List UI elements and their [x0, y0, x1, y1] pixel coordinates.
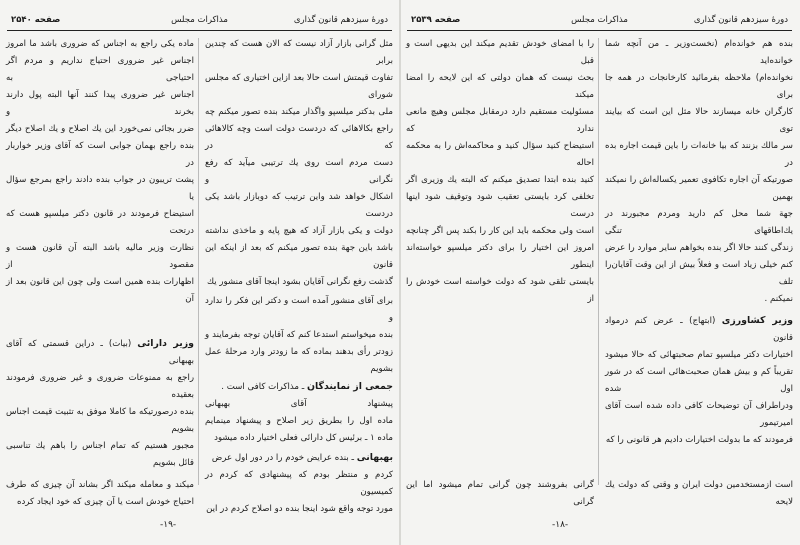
text-line: برای آقای منشور آمده است و دکتر این فکر را ندارد و — [205, 296, 393, 323]
speaker-name: وزیر کشاورزی — [721, 315, 793, 326]
paragraph — [205, 36, 393, 291]
column-divider — [598, 38, 599, 485]
text-line: احتیاج خودش است یا آن چیزی که خود ایجاد کرده — [16, 497, 194, 507]
text-line: نظارت وزیر مالیه باشد البته آن قانون هست و مقصود از — [6, 243, 194, 270]
text-line: کنید بنده ابتدا تصدیق میکنم که البته یك وزیری اگر — [406, 175, 594, 185]
header-page-number: صفحه ۲۵۳۹ — [411, 15, 461, 25]
text-line: را با امضای خودش تقدیم میکند این بدیهی است و قبل — [406, 39, 594, 66]
text-line: فرمودند که ما بدولت اختیارات دادیم هر قانونی را که — [605, 435, 793, 445]
right-column — [205, 36, 393, 514]
header-period: دورهٔ سیزدهم قانون گذاری — [293, 15, 388, 25]
speaker-text: ـ بنده عرایض خودم را در دور اول عرض — [211, 453, 354, 463]
speaker-heading — [605, 312, 793, 347]
text-line: اظهارات بنده همین است ولی چون این قانون بعد از آن — [6, 277, 194, 304]
paragraph — [6, 36, 194, 308]
page-footer-number: -۱۹- — [160, 520, 177, 530]
text-line: امروز این اختیار را برای دکتر میلسپو خواسته‌اند اینطور — [406, 243, 594, 270]
speaker-text: (بیات) ـ دراین قسمتی که آقای بهبهانی — [6, 338, 194, 366]
page-footer-number: -۱۸- — [552, 520, 569, 530]
text-line: کنم خیلی زیاد است و فعلاً بیش از این وقت آقایان‌را تلف — [605, 260, 793, 287]
text-line: مورد توجه واقع شود اینجا بنده دو اصلاح کردم در این — [206, 504, 393, 514]
text-line: کردم و منتظر بودم که پیشنهادی که کردم در کمیسیون — [205, 470, 393, 497]
text-line: ودراطراف آن توضیحات کافی داده شده است آقای امیرتیمور — [605, 401, 793, 428]
text-line: راجع به ممنوعات ضروری و غیر ضروری فرمودند بعقیده — [6, 372, 194, 400]
speaker-heading — [205, 378, 393, 396]
text-line: جهة شما محل کم دارید ومردم مجبورند در یك‌اطاقهای تنگی — [605, 209, 793, 236]
text-line: استیضاح کنید سؤال کنید و محاکمه‌اش را به محکمه احاله — [406, 141, 594, 168]
speaker-name: بهبهانی — [356, 452, 393, 463]
speaker-heading — [6, 335, 194, 370]
paragraph — [605, 477, 793, 511]
text-line: بنده راجع بهمان جوابی است که آقای وزیر خواربار در — [6, 141, 194, 168]
right-page — [402, 0, 797, 545]
paragraph — [205, 467, 393, 518]
header-title: مذاکرات مجلس — [171, 15, 228, 25]
header-title: مذاکرات مجلس — [571, 15, 628, 25]
speaker-name: جمعی از نمایندگان — [306, 381, 393, 392]
text-line: تخلفی کرد بایستی تعقیب شود وتوقیف شود اینها درست — [406, 192, 594, 219]
text-line: دست مردم است روی یك ترتیبی میآید که رفع نگرانی و — [205, 158, 393, 185]
header-period: دورهٔ سیزدهم قانون گذاری — [693, 15, 788, 25]
page-header — [7, 14, 392, 31]
text-line: گذشت رفع نگرانی آقایان بشود اینجا آقای منشور یك — [207, 277, 393, 287]
text-line: پیشنهاد آقای بهبهانی — [205, 399, 393, 409]
paragraph — [205, 293, 393, 378]
text-line: باشد باین جهة بنده تصور میکنم که بعد از اینکه این قانون — [205, 243, 393, 270]
text-line: مسئولیت مستقیم دارد درمقابل مجلس وهیچ مانعی ندارد که — [406, 107, 594, 134]
text-line: سر مالك بزنند که بیا خانه‌ات را باین قیمت اجاره بده در — [605, 141, 793, 168]
text-line: بحث نیست که همان دولتی که این لایحه را امضا میکند — [406, 73, 594, 100]
paragraph — [605, 347, 793, 449]
text-line: ملی بدکتر میلسپو واگذار میکند بنده تصور میکنم چه — [205, 107, 393, 117]
text-line: مثل گرانی بازار آزاد نیست که الان هست که چندین برابر — [205, 39, 393, 66]
text-line: مجبور هستیم که تمام اجناس را باهم یك تناسبی قائل بشویم — [6, 440, 194, 468]
paragraph — [205, 396, 393, 447]
left-column — [6, 36, 194, 511]
right-column — [605, 36, 793, 511]
text-line: زندگی کنند حالا اگر بنده بخواهم سایر موارد را عرض — [605, 243, 793, 253]
text-line: گرانی بفروشند چون گرانی تمام میشود اما این گرانی — [406, 480, 594, 507]
page-header — [407, 14, 792, 31]
text-line: اختیارات دکتر میلسپو تمام صحبتهائی که حالا میشود — [605, 350, 793, 360]
paragraph — [406, 36, 594, 308]
text-line: صورتیکه آن اجاره تکافوی تعمیر یکساله‌اش را نمیکند بهمین — [605, 175, 793, 202]
text-line: تقریباً کم و بیش همان صحبت‌هائی است که در شور اول شده — [605, 367, 793, 394]
text-line: پشت تریبون در جواب بنده دادند راجع بمرجع سؤال یا — [6, 175, 194, 202]
text-line: نخوانده‌ام) ملاحظه بفرمائید کارخانجات در همه جا برای — [605, 73, 793, 100]
text-line: راجع بکالاهائی که دردست دولت است وچه کالاهائی که در — [205, 124, 393, 151]
text-line: نمیکنم . — [764, 294, 793, 304]
paragraph — [6, 477, 194, 511]
speaker-text: ـ مذاکرات کافی است . — [221, 382, 305, 392]
text-line: اجناس غیر ضروری پیدا کنند آنها البته پول دارند بخرند و — [6, 90, 194, 117]
text-line: ضرر بجائی نمی‌خورد این یك اصلاح و یك اصلاح دیگر — [6, 124, 194, 134]
text-line: کارگران خانه میسازند حالا مثل این است که بیایند توی — [605, 107, 793, 134]
text-line: بنده هم خوانده‌ام (نخست‌وزیر ـ من آنچه شما خوانده‌اید — [605, 39, 793, 66]
column-divider — [198, 38, 199, 485]
text-line: دولت و یکی بازار آزاد که هیچ پایه و ماخذی نداشته — [205, 226, 393, 236]
speaker-text: (ابتهاج) ـ عرض کنم درمواد قانون — [605, 316, 793, 343]
text-line: ماده اول را بطریق زیر اصلاح و پیشنهاد مینمایم — [205, 416, 393, 426]
text-line: بنده درصورتیکه ما کاملا موفق به تثبیت قیمت اجناس بشویم — [6, 406, 194, 434]
left-column — [406, 36, 594, 511]
text-line: اجناس غیر ضروری احتیاج نداریم و مردم اگر احتیاجی به — [6, 56, 194, 83]
text-line: ماده یکی راجع به اجناس که ضروری باشد ما امروز — [6, 39, 194, 49]
left-page — [2, 0, 397, 545]
text-line: میکند و معامله میکند اگر بشاند آن چیزی که طرف — [6, 480, 194, 490]
text-line: است ولی محکمه باید این کار را بکند پس اگر چنانچه — [406, 226, 594, 236]
page-gutter — [399, 0, 401, 545]
text-line: استیضاح فرمودند در قانون دکتر میلسپو هست که درتحت — [6, 209, 194, 236]
speaker-name: وزیر دارائی — [137, 337, 194, 349]
text-line: است ازمستخدمین دولت ایران و وقتی که دولت یك لایحه — [605, 480, 793, 507]
paragraph — [406, 477, 594, 511]
text-line: ماده ۱ ـ برئیس کل دارائی فعلی اختیار داده میشود — [214, 433, 393, 443]
text-line: بنده میخواستم استدعا کنم که آقایان توجه بفرمایند و — [205, 330, 393, 340]
speaker-heading — [205, 449, 393, 467]
paragraph — [605, 36, 793, 308]
text-line: بایستی تلقی شود که دولت خواسته است خودش را از — [406, 277, 594, 304]
text-line: زودتر رأی بدهند بماده که ما زودتر وارد مرحلهٔ عمل بشویم — [205, 347, 393, 374]
paragraph — [6, 370, 194, 472]
header-page-number: صفحه ۲۵۴۰ — [11, 15, 61, 25]
text-line: اشکال خواهد شد واین ترتیب که دوبازار باشد یکی دردست — [205, 192, 393, 219]
text-line: تفاوت قیمتش است حالا بعد ازاین اختیاری که مجلس شورای — [205, 73, 393, 100]
